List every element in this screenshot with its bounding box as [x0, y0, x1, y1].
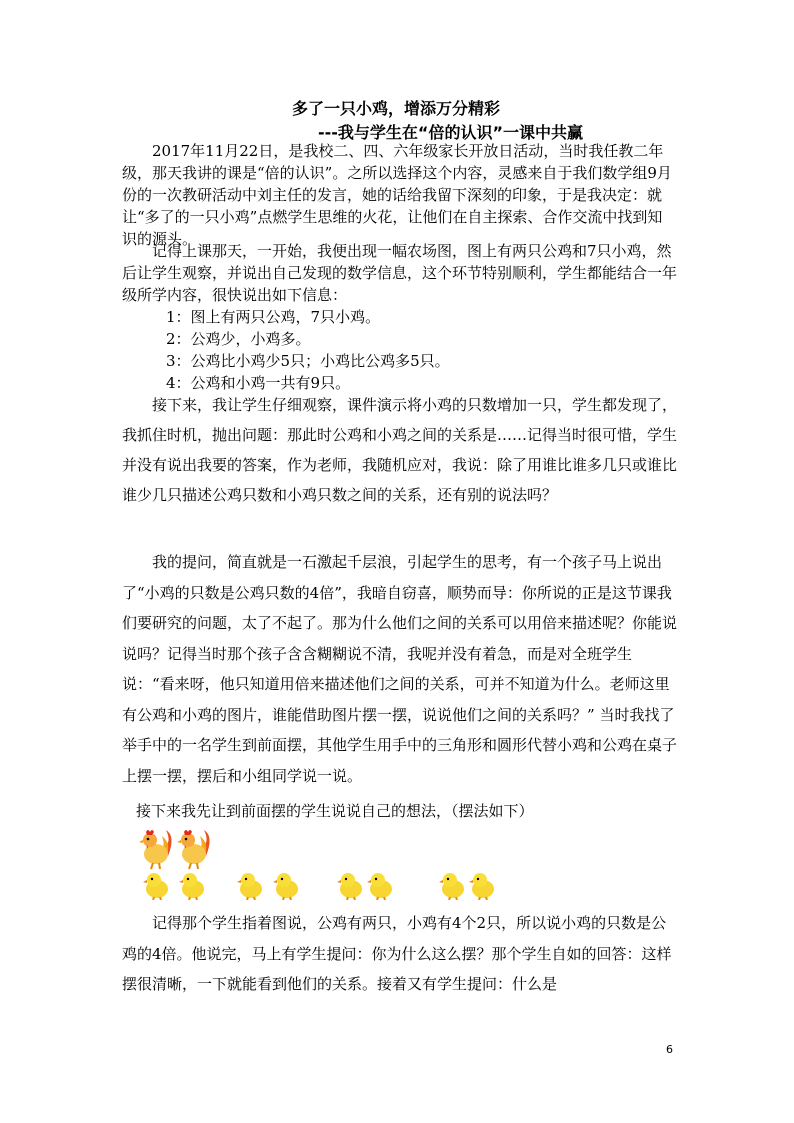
- list-item-1: 1：图上有两只公鸡，7只小鸡。: [166, 308, 381, 326]
- paragraph-1: 2017年11月22日，是我校二、四、六年级家长开放日活动，当时我任教二年级，那天我讲的课是“倍的认识”。之所以选择这个内容，灵感来自于我们数学组9月份的一次教研活动中刘主任的发言，她的话给我留下深刻的印象，于是我决定：就让“多了的一只小鸡”点燃学生思维的火花，让他们在自主探索、合作交流中找到知识的源头。: [122, 142, 672, 248]
- rooster-icon: [176, 826, 216, 870]
- chick-icon: [236, 870, 266, 900]
- paragraph-3: 接下来，我让学生仔细观察，课件演示将小鸡的只数增加一只，学生都发现了，我抓住时机，抛出问题：那此时公鸡和小鸡之间的关系是……记得当时很可惜，学生并没有说出我要的答案，作为老师，我随机应对，我说：除了用谁比谁多几只或谁比谁少几只描述公鸡只数和小鸡只数之间的关系，还有别的说法吗？: [122, 396, 678, 504]
- chick-icon: [142, 870, 172, 900]
- chick-icon: [438, 870, 468, 900]
- paragraph-5: 接下来我先让到前面摆的学生说说自己的想法，（摆法如下）: [136, 802, 534, 820]
- doc-title: 多了一只小鸡，增添万分精彩: [292, 99, 501, 118]
- chick-icon: [366, 870, 396, 900]
- paragraph-6: 记得那个学生指着图说，公鸡有两只，小鸡有4个2只，所以说小鸡的只数是公鸡的4倍。他说完，马上有学生提问：你为什么这么摆？那个学生自如的回答：这样摆很清晰，一下就能看到他们的关系。接着又有学生提问：什么是: [122, 914, 672, 993]
- chick-icon: [336, 870, 366, 900]
- chick-icon: [178, 870, 208, 900]
- chick-icon: [272, 870, 302, 900]
- list-item-4: 4：公鸡和小鸡一共有9只。: [166, 374, 351, 392]
- paragraph-2: 记得上课那天，一开始，我便出现一幅农场图，图上有两只公鸡和7只小鸡，然后让学生观察，并说出自己发现的数学信息，这个环节特别顺利，学生都能结合一年级所学内容，很快说出如下信息：: [122, 242, 678, 304]
- doc-subtitle: ---我与学生在“倍的认识”一课中共赢: [318, 123, 583, 142]
- list-item-2: 2：公鸡少，小鸡多。: [166, 330, 311, 348]
- page-number: 6: [666, 1043, 673, 1056]
- list-item-3: 3：公鸡比小鸡少5只；小鸡比公鸡多5只。: [166, 352, 450, 370]
- paragraph-4: 我的提问，简直就是一石激起千层浪，引起学生的思考，有一个孩子马上说出了“小鸡的只数是公鸡只数的4倍”，我暗自窃喜，顺势而导：你所说的正是这节课我们要研究的问题，太了不起了。那为什么他们之间的关系可以用倍来描述呢？你能说说吗？记得当时那个孩子含含糊糊说不清，我呢并没有着急，而是对全班学生说：“看来呀，他只知道用倍来描述他们之间的关系，可并不知道为什么。老师这里有公鸡和小鸡的图片，谁能借助图片摆一摆，说说他们之间的关系吗？” 当时我找了举手中的一名学生到前面摆，其他学生用手中的三角形和圆形代替小鸡和公鸡在桌子上摆一摆，摆后和小组同学说一说。: [122, 553, 678, 785]
- rooster-icon: [138, 826, 178, 870]
- chick-icon: [468, 870, 498, 900]
